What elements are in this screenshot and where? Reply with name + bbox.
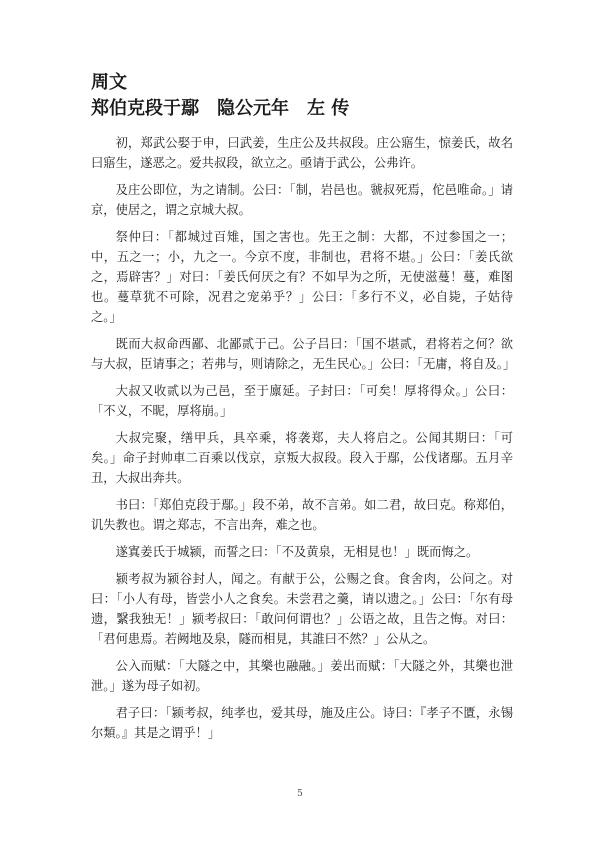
article-title: 郑伯克段于鄢 隐公元年 左 传	[91, 98, 350, 119]
paragraph: 遂寘姜氏于城颍，而誓之曰：「不及黄泉，无相見也！」既而悔之。	[115, 545, 479, 559]
paragraph: 书曰：「郑伯克段于鄢。」段不弟，故不言弟。如二君，故曰克。称郑伯，讥失教也。谓之郑志，不言出奔，难之也。	[91, 498, 513, 532]
paragraph: 公入而赋：「大隧之中，其樂也融融。」姜出而赋：「大隧之外，其樂也泄泄。」遂为母子如初。	[91, 659, 513, 693]
paragraph: 颍考叔为颍谷封人，闻之。有献于公，公赐之食。食舍肉，公问之。对曰：「小人有母，皆尝小人之食矣。未尝君之羹，请以遗之。」公曰：「尔有母遗，繄我独无！」颍考叔曰：「敢问何谓也？」公语之故，且告之悔。对曰：「君何患焉。若阙地及泉，隧而相見，其誰曰不然？」公从之。	[91, 572, 513, 646]
paragraph: 君子曰：「颍考叔，纯孝也，爱其母，施及庄公。诗曰：『孝子不匱，永锡尔類。』其是之谓乎！」	[91, 706, 513, 740]
paragraph: 大叔完聚，缮甲兵，具卒乘，将袭郑，夫人将启之。公闻其期曰：「可矣。」命子封帅車二百乘以伐京，京叛大叔段。段入于鄢，公伐诸鄢。五月辛丑，大叔出奔共。	[91, 431, 513, 485]
paragraph: 初，郑武公娶于申，曰武姜，生庄公及共叔段。庄公寤生，惊姜氏，故名曰寤生，遂恶之。爱共叔段，欲立之。亟请于武公，公弗许。	[91, 136, 513, 170]
paragraph: 大叔又收贰以为己邑，至于廪延。子封曰：「可矣！厚将得众。」公曰：「不义，不昵，厚将崩。」	[91, 384, 513, 418]
paragraph: 既而大叔命西鄙、北鄙贰于己。公子吕曰：「国不堪贰，君将若之何？欲与大叔，臣请事之；若弗与，则请除之，无生民心。」公曰：「无庸，将自及。」	[91, 337, 516, 371]
article-body	[91, 133, 516, 743]
paragraph: 祭仲曰：「都城过百雉，国之害也。先王之制：大都，不过参国之一；中，五之一；小，九之一。今京不度，非制也，君将不堪。」公曰：「姜氏欲之，焉辟害？」对曰：「姜氏何厌之有？不如早为之所，无使滋蔓！蔓，难图也。蔓草犹不可除，况君之宠弟乎？」公曰：「多行不义，必自毙，子姑待之。」	[91, 230, 513, 324]
page-number: 5	[297, 789, 303, 799]
paragraph: 及庄公即位，为之请制。公曰：「制，岩邑也。虢叔死焉，佗邑唯命。」请京，使居之，谓之京城大叔。	[91, 183, 513, 217]
section-title: 周文	[91, 72, 127, 93]
